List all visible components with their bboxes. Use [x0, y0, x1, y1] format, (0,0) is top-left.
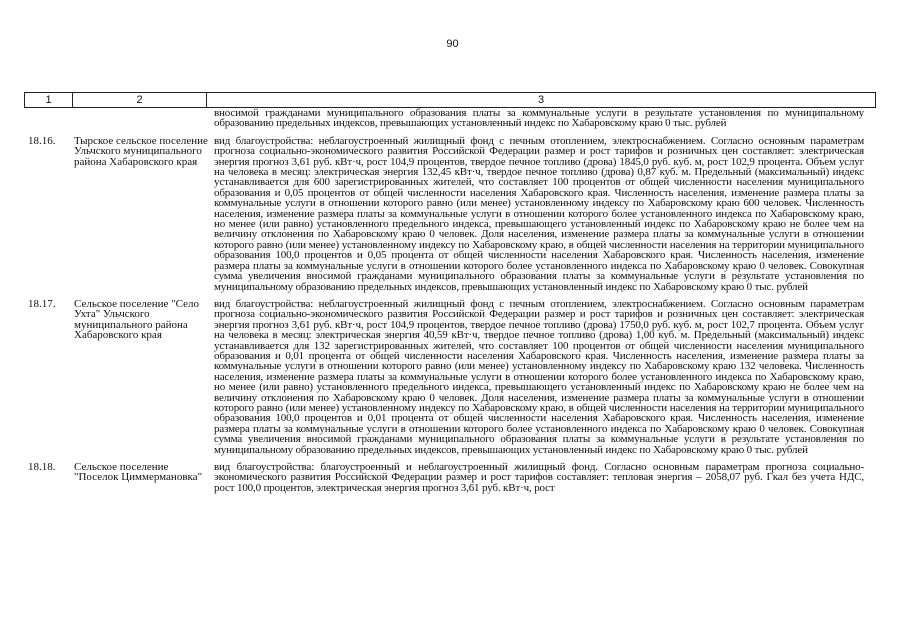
continuation-text: вносимой гражданами муниципального образования платы за коммунальные услуги в результате установления по муниципальному образованию предельных индексов, превышающих установленный индекс по Хабаровскому краю 0 тыс. рублей [214, 107, 864, 130]
header-col-2: 2 [73, 93, 207, 107]
page-number: 90 [446, 38, 459, 50]
header-col-3: 3 [537, 94, 545, 106]
row-number: 18.16. [28, 134, 56, 147]
municipality-name: Сельское поселение "Село Ухта" Ульчского муниципального района Хабаровского края [74, 297, 199, 342]
municipality-name: Тырское сельское поселение Ульчского муниципального района Хабаровского края [74, 134, 208, 168]
row-description: вид благоустройства: неблагоустроенный жилищный фонд с печным отоплением, электроснабжением. Согласно основным параметрам прогноза социально-экономического развития Российской Федерации размер и рост тарифов и розничных цен составляет: электрическая энергия прогноз 3,61 руб. кВт·ч, рост 104,9 процентов, твердое печное топливо (дрова) 1845,0 руб. куб. м, рост 102,9 процента. Объем услуг на человека в месяц: электрическая энергия 132,45 кВт·ч, твердое печное топливо (дрова) 0,87 куб. м. Предельный (максимальный) индекс устанавливается для 600 зарегистрированных жителей, что составляет 100 процентов от общей численности населения муниципального образования и 0,05 процентов от общей численности населения Хабаровского края. Численность населения, изменение размера платы за коммунальные услуги в отношении которого равно (или менее) установленному индексу по Хабаровскому краю 600 человек. Численность населения, изменение размера платы за коммунальные услуги в отношении которого более установленного индекса по Хабаровскому краю, но менее (или равно) установленного предельного индекса, превышающего установленный индекс по Хабаровскому краю не более чем на величину отклонения по Хабаровскому краю 0 человек. Доля населения, изменение размера платы за коммунальные услуги в отношении которого равно (или менее) установленному индексу по Хабаровскому краю, в общей численности населения на территории муниципального образования 100,0 процентов и 0,05 процента от общей численности населения Хабаровского края. Численность населения, изменение размера платы за коммунальные услуги в отношении которого более установленного индекса по Хабаровскому краю 0 человек. Совокупная сумма увеличения вносимой гражданами муниципального образования платы за коммунальные услуги в результате установления по муниципальному образованию предельных индексов, превышающих установленный индекс по Хабаровскому краю 0 тыс. рублей [214, 134, 864, 293]
row-description: вид благоустройства: неблагоустроенный жилищный фонд с печным отоплением, электроснабжением. Согласно основным параметрам прогноза социально-экономического развития Российской Федерации размер и рост тарифов и розничных цен составляет: электрическая энергия прогноз 3,61 руб. кВт·ч, рост 104,9 процентов, твердое печное топливо (дрова) 1750,0 руб. куб. м, рост 102,7 процента. Объем услуг на человека в месяц: электрическая энергия 40,59 кВт·ч, твердое печное топливо (дрова) 1,00 куб. м. Предельный (максимальный) индекс устанавливается для 132 зарегистрированных жителей, что составляет 100 процентов от общей численности населения муниципального образования и 0,01 процента от общей численности населения Хабаровского края. Численность населения, изменение размера платы за коммунальные услуги в отношении которого равно (или менее) установленному индексу по Хабаровскому краю 132 человека. Численность населения, изменение размера платы за коммунальные услуги в отношении которого более установленного индекса по Хабаровскому краю, но менее (или равно) установленного предельного индекса, превышающего установленный индекс по Хабаровскому краю не более чем на величину отклонения по Хабаровскому краю 0 человек. Доля населения, изменение размера платы за коммунальные услуги в отношении которого равно (или менее) установленному индексу по Хабаровскому краю, в общей численности населения на территории муниципального образования 100,0 процентов и 0,01 процента от общей численности населения Хабаровского края. Численность населения, изменение размера платы за коммунальные услуги в отношении которого более установленного индекса по Хабаровскому краю 0 человек. Совокупная сумма увеличения вносимой гражданами муниципального образования платы за коммунальные услуги в результате установления по муниципальному образованию предельных индексов, превышающих установленный индекс по Хабаровскому краю 0 тыс. рублей [214, 297, 864, 456]
table-row [24, 299, 876, 455]
row-number: 18.18. [28, 461, 56, 473]
header-col-1: 1 [25, 93, 73, 107]
row-number: 18.17. [28, 297, 56, 310]
table-row [24, 136, 876, 292]
table-body [24, 108, 876, 493]
table-row [24, 462, 876, 493]
row-description: вид благоустройства: благоустроенный и неблагоустроенный жилищный фонд. Согласно основным параметрам прогноза социально-экономического развития Российской Федерации размер и рост тарифов составляет: тепловая энергия – 2058,07 руб. Гкал без учета НДС, рост 100,0 процентов, электрическая энергия прогноз 3,61 руб. кВт·ч, рост [214, 461, 864, 494]
municipality-name: Сельское поселение "Поселок Циммермановка" [74, 461, 203, 484]
table-header [24, 92, 876, 108]
